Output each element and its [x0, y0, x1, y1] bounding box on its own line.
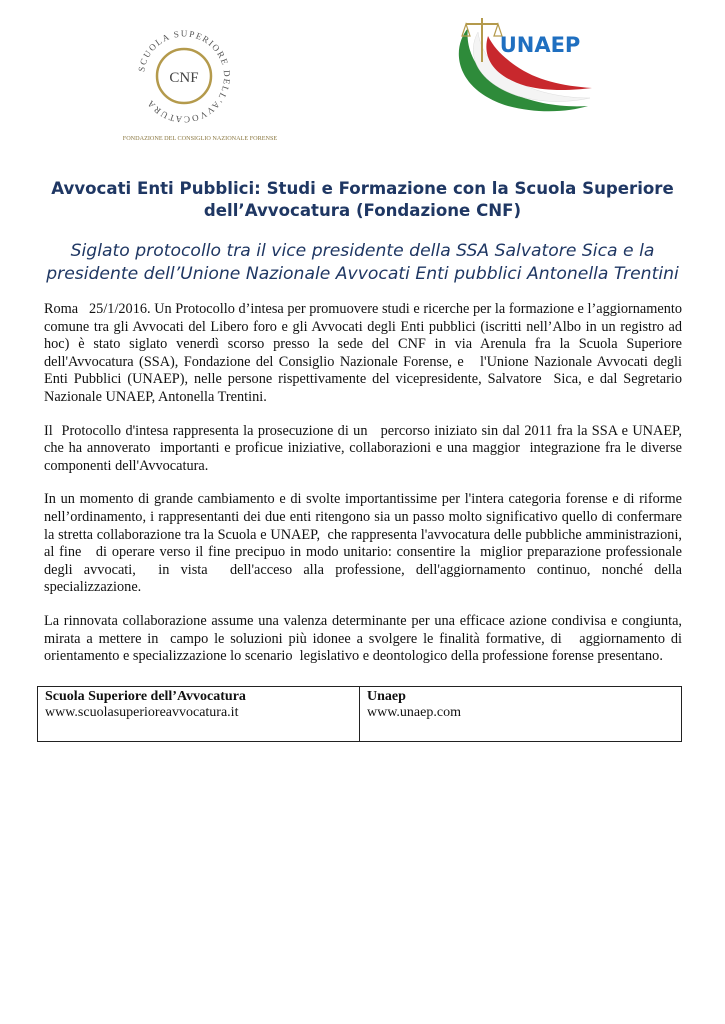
contact-cell-ssa	[38, 687, 360, 742]
contact-name: Scuola Superiore dell’Avvocatura	[45, 689, 246, 704]
cnf-logo	[110, 12, 290, 146]
contact-name: Unaep	[367, 689, 406, 704]
contacts-table	[37, 686, 682, 742]
document-title: Avvocati Enti Pubblici: Studi e Formazione con la Scuola Superiore dell’Avvocatura (Fondazione CNF)	[51, 179, 674, 220]
paragraph: In un momento di grande cambiamento e di svolte importantissime per l'intera categoria forense e di riforme nell’ordinamento, i rappresentanti dei due enti ritengono sia un passo molto significativo quello di confermare la stretta collaborazione tra la Scuola e UNAEP, che rappresenta l'avvocatura delle pubbliche amministrazioni, al fine di operare verso il fine precipuo in modo unitario: consentire la miglior preparazione professionale degli avvocati, in vista dell'acceso alla professione, dell'aggiornamento continuo, nonché della specializzazione.	[44, 491, 686, 596]
paragraph: Il Protocollo d'intesa rappresenta la prosecuzione di un percorso iniziato sin dal 2011 fra la SSA e UNAEP, che ha annoverato importanti e proficue iniziative, collaborazioni e una maggior integrazione fra le diverse componenti dell'Avvocatura.	[44, 422, 686, 474]
contact-website-link[interactable]: www.scuolasuperioreavvocatura.it	[45, 705, 239, 720]
paragraph: La rinnovata collaborazione assume una valenza determinante per una efficace azione condivisa e congiunta, mirata a mettere in campo le soluzioni più idonee a svolgere le finalità formative, di aggiornamento di orientamento e specializzazione lo scenario legislativo e deontologico della professione forense presentano.	[44, 612, 686, 665]
table-row	[38, 687, 682, 742]
contact-website-link[interactable]: www.unaep.com	[367, 705, 461, 720]
contact-cell-unaep	[360, 687, 682, 742]
cnf-caption: FONDAZIONE DEL CONSIGLIO NAZIONALE FORENSE	[122, 135, 278, 142]
unaep-wordmark: UNAEP	[499, 33, 581, 57]
document-subtitle: Siglato protocollo tra il vice presidente della SSA Salvatore Sica e la presidente dell’Unione Nazionale Avvocati Enti pubblici Antonella Trentini	[46, 241, 679, 284]
document-body	[44, 301, 693, 682]
cnf-ring-text: SCUOLA SUPERIORE DELL'AVVOCATURA	[136, 28, 233, 125]
unaep-logo	[448, 10, 598, 122]
paragraph: Roma 25/1/2016. Un Protocollo d’intesa per promuovere studi e ricerche per la formazione e l’aggiornamento comune tra gli Avvocati del Libero foro e gli Avvocati degli Enti pubblici (iscritti nell’Albo in un registro ad hoc) è stato siglato venerdì scorso presso la sede del CNF in via Arenula fra la Scuola Superiore dell'Avvocatura (SSA), Fondazione del Consiglio Nazionale Forense, e l'Unione Nazionale Avvocati degli Enti Pubblici (UNAEP), nelle persone rispettivamente del vicepresidente, Salvatore Sica, e dal Segretario Nazionale UNAEP, Antonella Trentini.	[44, 301, 693, 405]
cnf-monogram: CNF	[169, 70, 199, 86]
